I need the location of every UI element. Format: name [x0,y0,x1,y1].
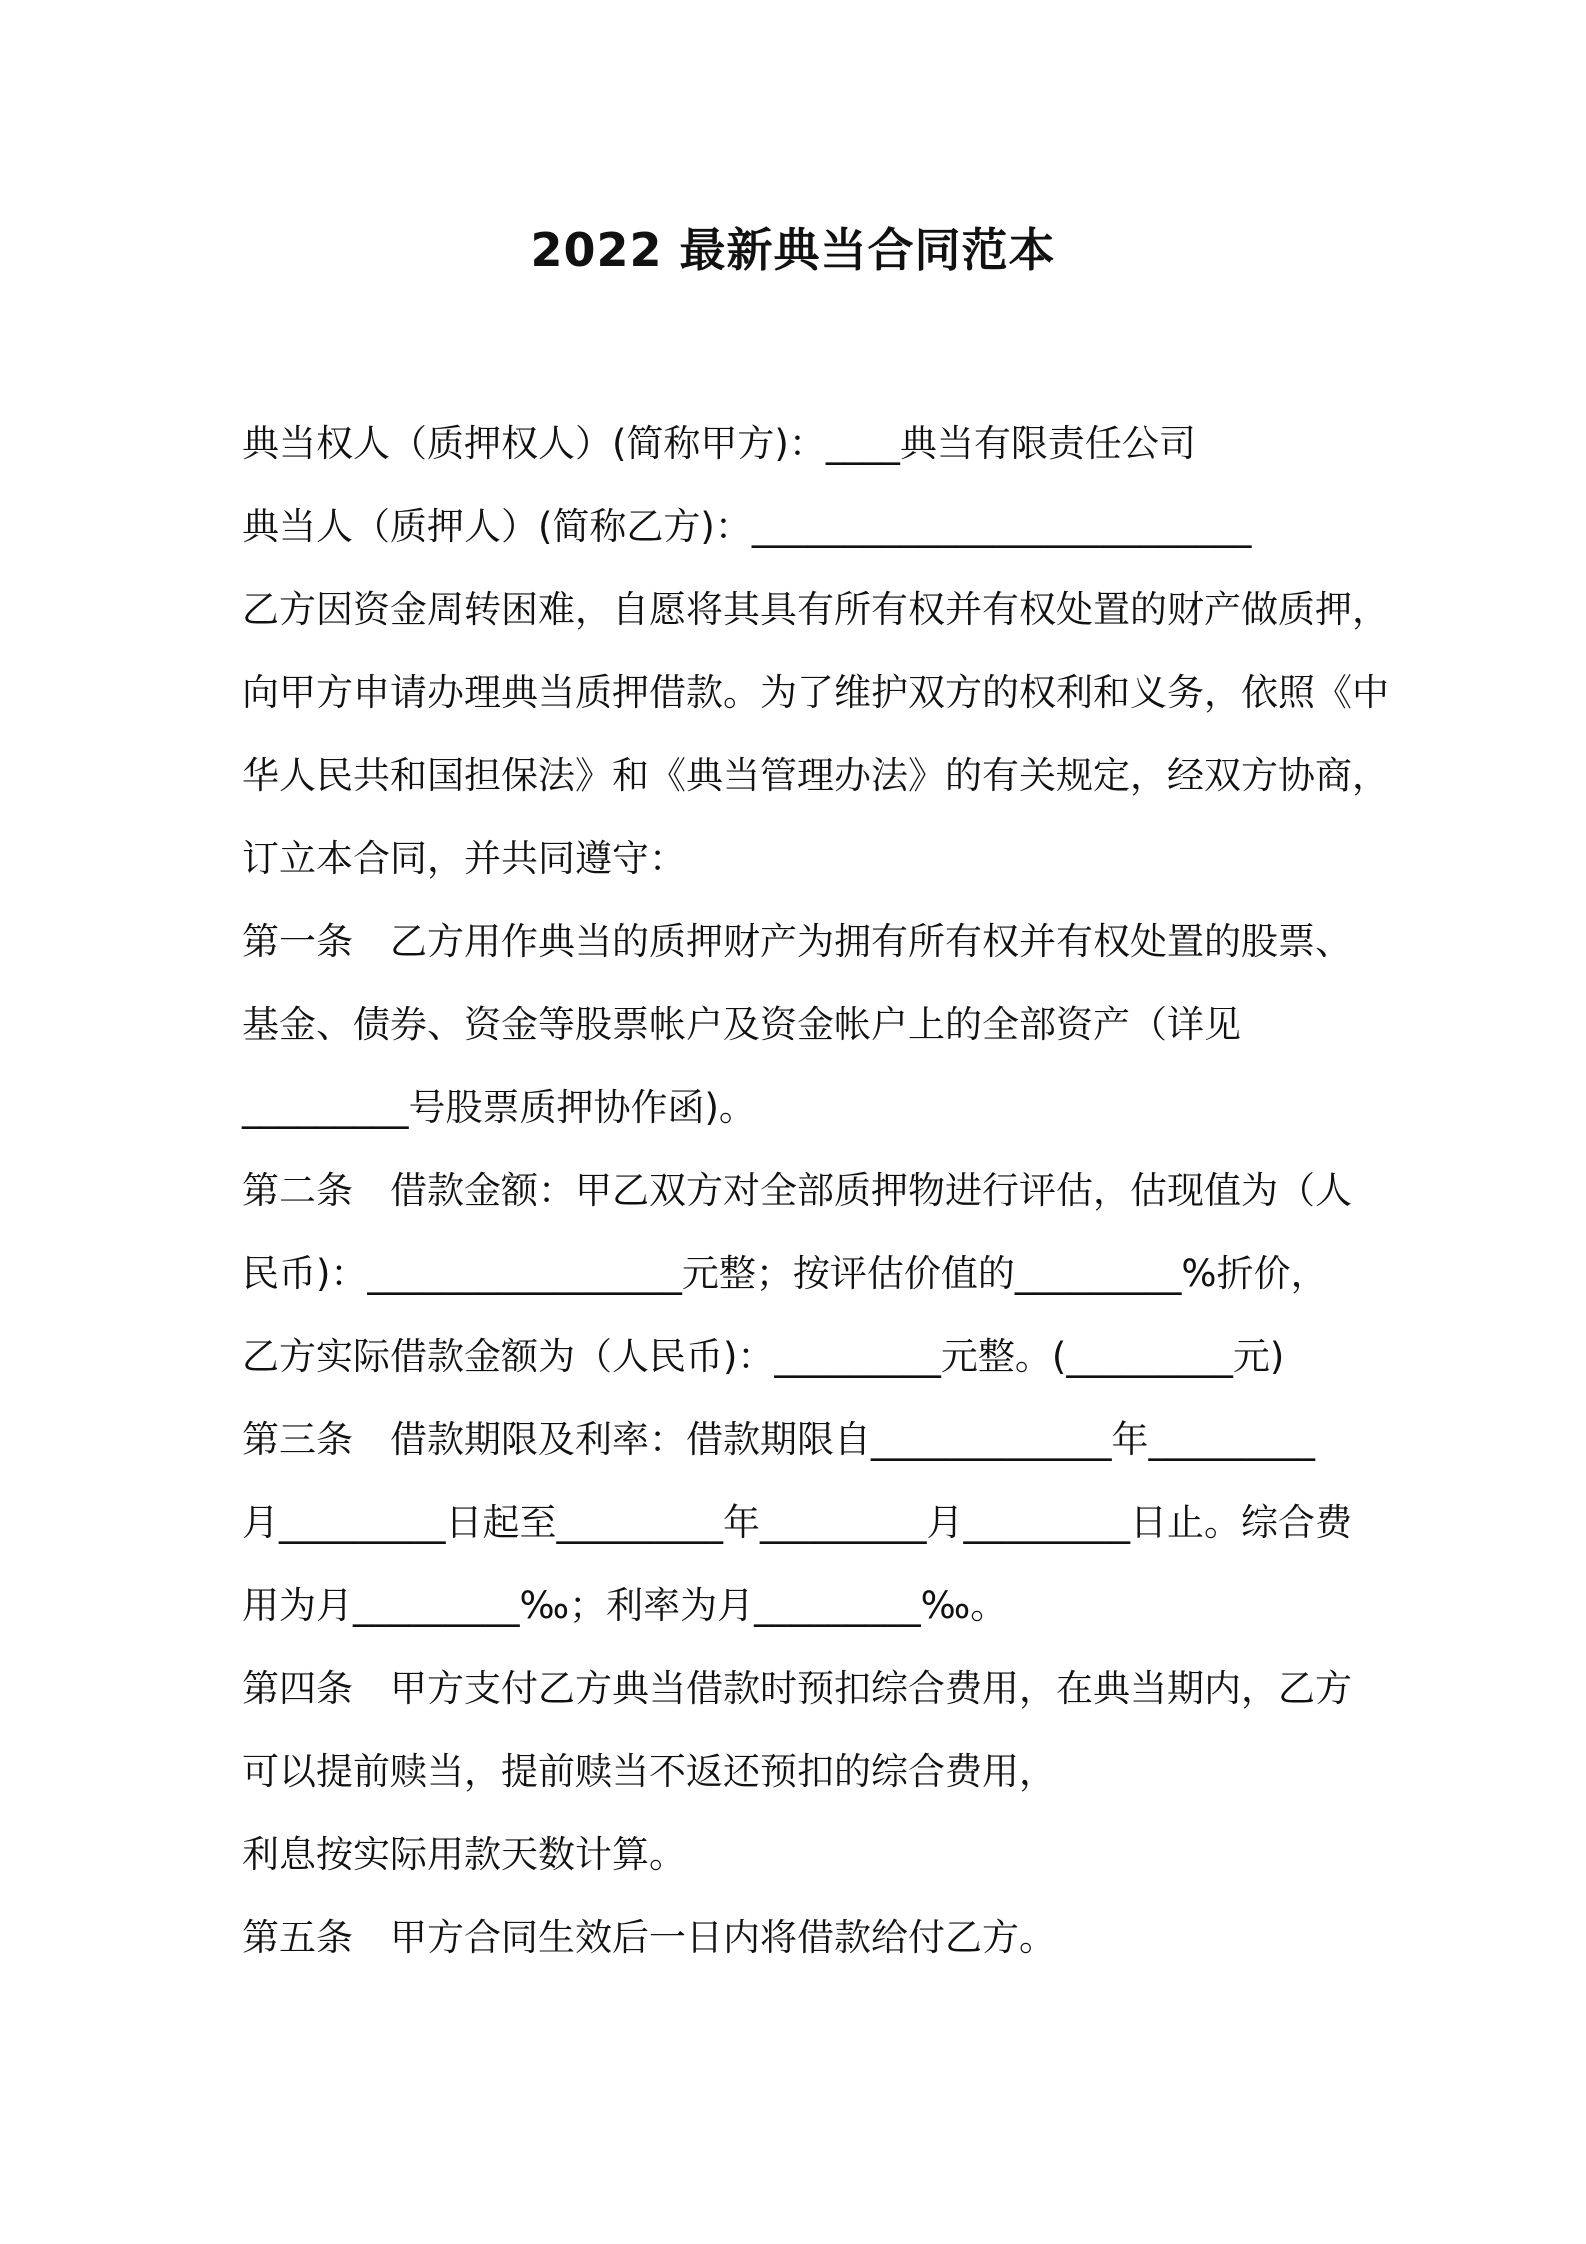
article-4-line: 利息按实际用款天数计算。 [242,1833,686,1876]
article-4-line: 可以提前赎当，提前赎当不返还预扣的综合费用， [242,1750,1056,1793]
preamble-line: 华人民共和国担保法》和《典当管理办法》的有关规定，经双方协商， [242,754,1389,797]
preamble-line: 订立本合同，并共同遵守： [242,837,686,880]
article-3-line: 第三条 借款期限及利率：借款期限自_____________年_________ [242,1418,1315,1461]
article-1-line: 基金、债券、资金等股票帐户及资金帐户上的全部资产（详见 [242,1003,1241,1046]
article-1-line: 第一条 乙方用作典当的质押财产为拥有所有权并有权处置的股票、 [242,920,1352,963]
article-2-line: 民币)：_________________元整；按评估价值的_________%折价， [242,1252,1328,1295]
article-1-line: _________号股票质押协作函)。 [242,1086,756,1129]
article-5-line: 第五条 甲方合同生效后一日内将借款给付乙方。 [242,1916,1056,1959]
preamble-line: 向甲方申请办理典当质押借款。为了维护双方的权利和义务，依照《中 [242,671,1389,714]
party-a-line: 典当权人（质押权人）(简称甲方)：____典当有限责任公司 [242,422,1196,465]
document-body [242,402,1389,1979]
document-title: 2022 最新典当合同范本 [530,223,1056,277]
article-2-line: 乙方实际借款金额为（人民币)：_________元整。(_________元) [242,1335,1285,1378]
article-3-line: 用为月_________‰；利率为月_________‰。 [242,1584,1008,1627]
article-4-line: 第四条 甲方支付乙方典当借款时预扣综合费用，在典当期内，乙方 [242,1667,1352,1710]
preamble-line: 乙方因资金周转困难，自愿将其具有所有权并有权处置的财产做质押， [242,588,1389,631]
party-b-line: 典当人（质押人）(简称乙方)：___________________________ [242,505,1252,548]
article-2-line: 第二条 借款金额：甲乙双方对全部质押物进行评估，估现值为（人 [242,1169,1352,1212]
article-3-line: 月_________日起至_________年_________月_________日止。综合费 [242,1501,1352,1544]
